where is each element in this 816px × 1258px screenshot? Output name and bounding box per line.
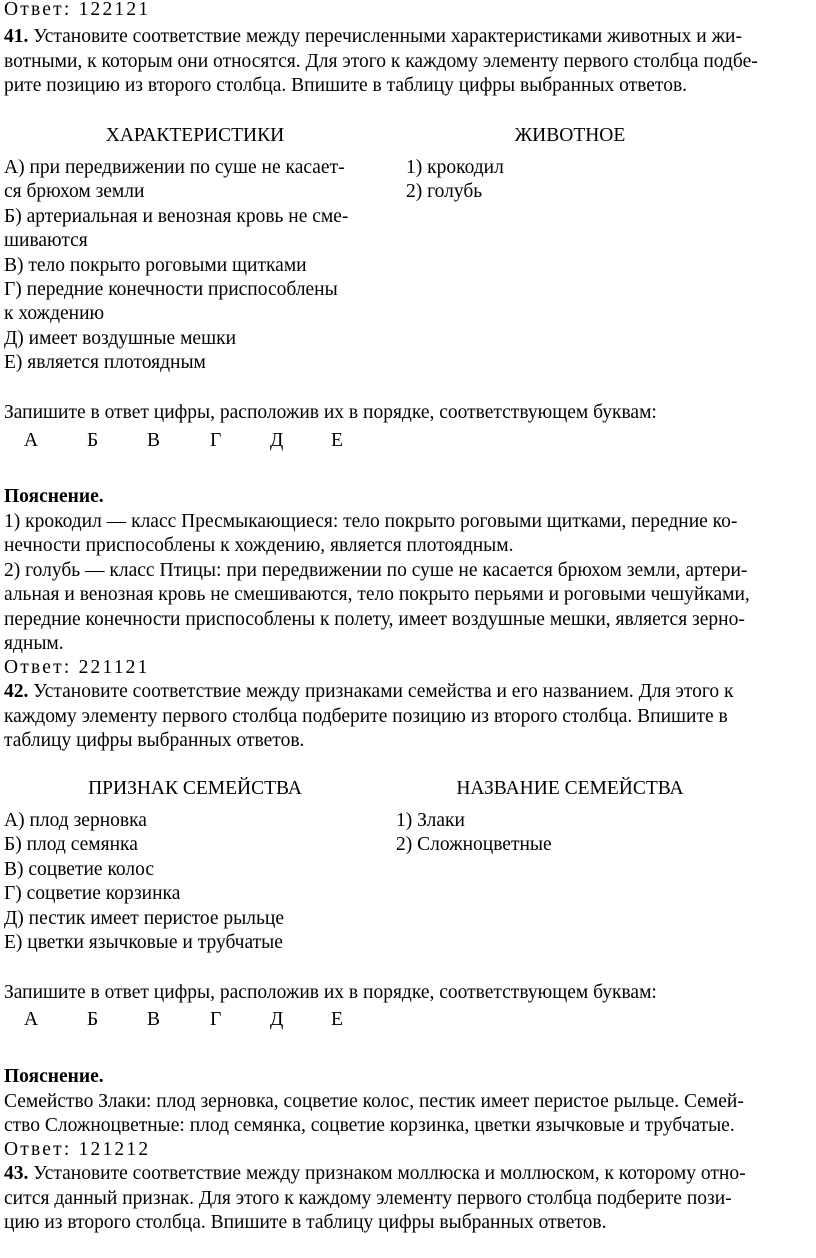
explanation-line: ядным. — [4, 633, 64, 654]
explanation-line: ство Сложноцветные: плод семянка, соцветие корзинка, цветки язычковые и трубчатые. — [4, 1115, 735, 1136]
list-item: к хождению — [4, 303, 105, 325]
list-item: Д) имеет воздушные мешки — [4, 327, 237, 349]
column-header-family-name: НАЗВАНИЕ СЕМЕЙСТВА — [456, 778, 684, 799]
letter-cell: Е — [331, 430, 343, 451]
list-item: Д) пестик имеет перистое рыльце — [4, 907, 284, 929]
letter-cell: Б — [87, 430, 99, 451]
letter-cell: Д — [270, 1009, 284, 1030]
question-42-line-1: 42. Установите соответствие между признаками семейства и его названием. Для этого к — [4, 681, 734, 702]
list-item: А) при передвижении по суше не касает- — [4, 157, 345, 178]
question-43-line-2: сится данный признак. Для этого к каждому элементу первого столбца подберите пози- — [4, 1188, 732, 1209]
letter-cell: Б — [87, 1009, 99, 1030]
question-41-line-1: 41. Установите соответствие между перечисленными характеристиками животных и жи- — [4, 26, 742, 47]
letter-cell: Г — [210, 430, 222, 451]
list-item: А) плод зерновка — [4, 810, 147, 831]
letter-cell: А — [24, 430, 39, 451]
list-item: 1) Злаки — [396, 810, 465, 831]
answer-instruction: Запишите в ответ цифры, расположив их в порядке, соответствующем буквам: — [4, 402, 657, 423]
list-item: 1) крокодил — [406, 157, 504, 178]
letter-cell: А — [24, 1009, 39, 1030]
list-item: 2) Сложноцветные — [396, 834, 552, 856]
list-item: Г) передние конечности приспособлены — [4, 279, 338, 301]
explanation-line: альная и венозная кровь не смешиваются, тело покрыто перьями и роговыми чешуйками, — [4, 584, 750, 605]
column-header-family-trait: ПРИЗНАК СЕМЕЙСТВА — [88, 778, 302, 799]
explanation-line: 1) крокодил — класс Пресмыкающиеся: тело покрыто роговыми щитками, передние ко- — [4, 511, 738, 532]
question-number: 43. — [4, 1163, 29, 1184]
list-item: Е) цветки язычковые и трубчатые — [4, 932, 283, 954]
explanation-line: Семейство Злаки: плод зерновка, соцветие колос, пестик имеет перистое рыльце. Семей- — [4, 1091, 744, 1112]
letter-cell: Д — [270, 430, 284, 451]
list-item: В) тело покрыто роговыми щитками — [4, 254, 307, 276]
column-header-characteristics: ХАРАКТЕРИСТИКИ — [105, 125, 285, 146]
question-41-line-2: вотными, к которым они относятся. Для этого к каждому элементу первого столбца подбе- — [4, 51, 758, 72]
question-number: 42. — [4, 681, 29, 702]
list-item: Б) артериальная и венозная кровь не сме- — [4, 205, 349, 227]
question-42-line-3: таблицу цифры выбранных ответов. — [4, 730, 305, 751]
explanation-title: Пояснение. — [4, 486, 104, 507]
question-number: 41. — [4, 26, 29, 47]
answer-41: Ответ: 221121 — [4, 657, 150, 678]
question-41-line-3: рите позицию из второго столбца. Впишите в таблицу цифры выбранных ответов. — [4, 75, 688, 96]
letter-cell: Е — [331, 1009, 343, 1030]
list-item: 2) голубь — [406, 181, 483, 203]
list-item: В) соцветие колос — [4, 858, 155, 880]
question-43-line-1: 43. Установите соответствие между признаком моллюска и моллюском, к которому отно- — [4, 1163, 746, 1184]
animal-list — [406, 156, 504, 205]
explanation-line: нечности приспособлены к хождению, является плотоядным. — [4, 535, 514, 556]
question-42-line-2: каждому элементу первого столбца подберите позицию из второго столбца. Впишите в — [4, 706, 728, 727]
list-item: Б) плод семянка — [4, 834, 138, 856]
column-header-animal: ЖИВОТНОЕ — [514, 125, 626, 146]
characteristics-list — [4, 156, 348, 376]
letter-cell: В — [147, 1009, 161, 1030]
explanation-line: передние конечности приспособлены к полету, имеет воздушные мешки, является зерно- — [4, 609, 745, 630]
prev-answer: Ответ: 122121 — [4, 0, 151, 20]
list-item: Е) является плотоядным — [4, 352, 206, 374]
answer-42: Ответ: 121212 — [4, 1139, 151, 1160]
list-item: ся брюхом земли — [4, 181, 145, 203]
explanation-line: 2) голубь — класс Птицы: при передвижении по суше не касается брюхом земли, артери- — [4, 560, 748, 581]
letter-cell: В — [147, 430, 161, 451]
list-item: шиваются — [4, 230, 88, 252]
list-item: Г) соцветие корзинка — [4, 883, 181, 905]
answer-instruction: Запишите в ответ цифры, расположив их в порядке, соответствующем буквам: — [4, 982, 657, 1003]
family-name-list — [396, 809, 552, 858]
letter-cell: Г — [210, 1009, 222, 1030]
question-43-line-3: цию из второго столбца. Впишите в таблицу цифры выбранных ответов. — [4, 1212, 607, 1233]
family-trait-list — [4, 809, 284, 955]
explanation-title: Пояснение. — [4, 1066, 104, 1087]
